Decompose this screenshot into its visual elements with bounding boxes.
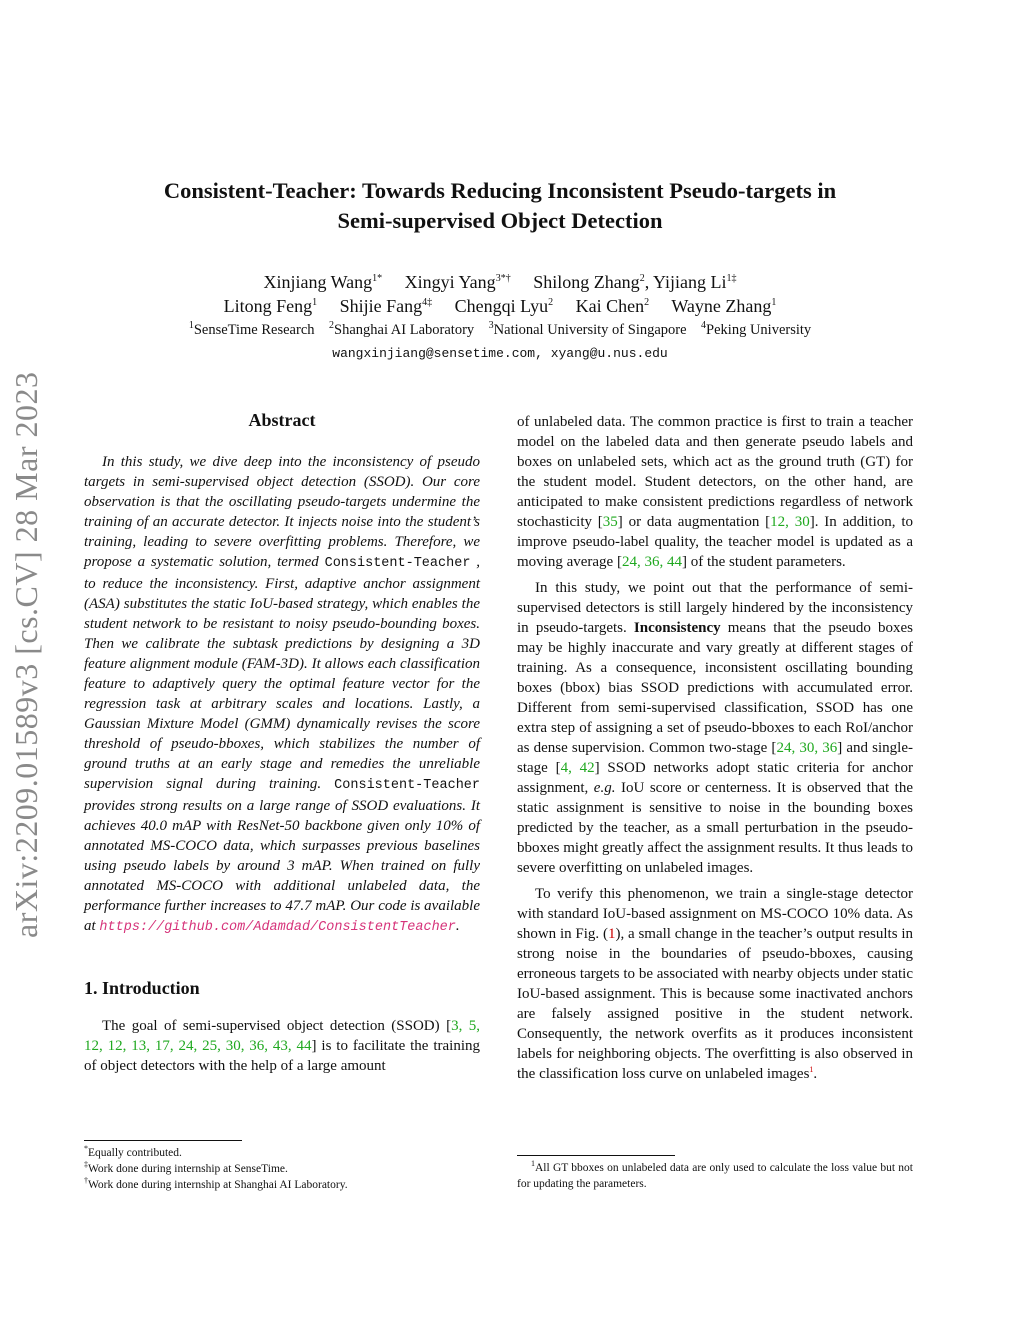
abstract-part: , to reduce the inconsistency. First, adaptive anchor assignment (ASA) substitutes the static IoU-based strategy, which enables the student network to be resistant to noisy pseudo-bounding boxes. Then we calibrate the subtask predictions by designing a 3D feature alignment module (FAM-3D). It allows each classification feature to adaptively query the optimal feature vector for the regression task at arbitrary scales and locations. Lastly, a Gaussian Mixture Model (GMM) dynamically revises the score threshold of pseudo-bboxes, which stabilizes the number of ground truths at an early stage and remedies the unreliable supervision signal during training. [84,554,480,792]
footnote-separator [517,1155,675,1156]
intro-paragraph-1-start [84,1016,480,1076]
intro-text: ] or data augmentation [ [617,514,771,530]
author-affiliation-mark: 4‡ [422,297,433,308]
intro-paragraph-1-continued [517,412,913,572]
figure-reference-link[interactable]: 1 [607,926,616,942]
citation-link[interactable]: 4, 42 [560,760,595,776]
italic-abbrev: e.g. [593,780,616,796]
intro-text: The goal of semi-supervised object detection (SSOD) [ [102,1018,452,1034]
intro-text: ] of the student parameters. [681,554,846,570]
author-name: Shijie Fang [339,296,423,316]
intro-paragraph-3 [517,884,913,1084]
footnote-mark: * [84,1144,88,1154]
footnote-text: Equally contributed. [88,1147,182,1159]
author-affiliation-mark: 2 [639,273,645,284]
intro-text: To verify this phenomenon, we train a single-stage detector with standard IoU-based assignment on MS-COCO 10% data. As shown in Fig. ( [517,886,913,942]
author-name: Yijiang Li [653,272,727,292]
affiliation-mark: 4 [701,320,707,332]
title-line-2: Semi-supervised Object Detection [337,208,663,233]
abstract-part: . [455,918,460,934]
author-affiliation-mark: 3*† [495,273,511,284]
paper-title [0,176,1000,236]
author-line-2 [0,294,1000,318]
intro-text: means that the pseudo boxes may be highly inaccurate and vary greatly at different stages of training. As a consequence, inconsistent oscillating bounding boxes (bbox) bias SSOD predictions with accumulated error. Different from semi-supervised classification, SSOD has one extra step of assigning a set of pseudo-bboxes to each RoI/anchor as dense supervision. Common two-stage [ [517,620,913,756]
intro-text: ] and single-stage [ [517,740,914,776]
author-affiliation-mark: 1* [372,273,383,284]
method-name: Consistent-Teacher [334,778,480,793]
footnotes-left [84,1145,480,1193]
intro-text: ), a small change in the teacher’s output results in strong noise in the boundaries of pseudo-bboxes, causing erroneous targets to be associated with nearby objects under static IoU-based assignment. This is because some inactivated anchors are falsely assigned positive in the student network. Consequently, the network overfits as it produces inconsistent labels for neighboring objects. The overfitting is also observed in the classification loss curve on unlabeled images [517,926,914,1082]
introduction-heading: 1. Introduction [84,978,200,998]
author-name: Xingyi Yang [404,272,496,292]
affiliation-name: Shanghai AI Laboratory [334,322,475,338]
abstract-text [84,452,480,938]
footnote [84,1145,480,1161]
citation-link[interactable]: 12, 30 [770,514,810,530]
author-affiliation-mark: 2 [644,297,650,308]
footnote-mark: † [84,1176,88,1186]
footnote-text: Work done during internship at SenseTime. [88,1163,288,1175]
intro-text: IoU score or centerness. It is observed that the static assignment is sensitive to noise in the bounding boxes predicted by the teacher, as a small perturbation in the pseudo-bboxes might greatly affect the assignment results. It thus leads to severe overfitting on unlabeled images. [517,780,914,876]
author-affiliation-mark: 1 [312,297,318,308]
author-affiliation-mark: 1‡ [726,273,737,284]
intro-text: ]. In addition, to improve pseudo-label quality, the teacher model is updated as a moving average [ [517,514,913,570]
author-line-1: Xinjiang Wang$^{1*}$ Xingyi Yang$^{3*\dagger}$ Shilong Zhang$^2$, Yijiang $Li^{1\ddagger}$ [263,272,737,292]
intro-text-continued: of unlabeled data. The common practice is first to train a teacher model on the labeled data and then generate pseudo labels and boxes on unlabeled sets, which act as the ground truth (GT) for the student model. Student detectors, on the other hand, are anticipated to make consistent predictions regardless of network stochasticity [ [517,414,913,530]
arxiv-identifier-stamp[interactable]: arXiv:2209.01589v3 [cs.CV] 28 Mar 2023 [8,371,44,938]
affiliation-mark: 1 [188,320,194,332]
abstract-part: provides strong results on a large range of SSOD evaluations. It achieves 40.0 mAP with ResNet-50 backbone given only 10% of annotated MS-COCO data, which surpasses previous baselines using pseudo labels by around 3 mAP. When trained on fully annotated MS-COCO with additional unlabeled data, the performance further increases to 47.7 mAP. Our code is available at [84,798,480,934]
affiliation-mark: 2 [329,320,335,332]
intro-text: . [813,1066,818,1082]
contact-emails: wangxinjiang@sensetime.com, xyang@u.nus.edu [332,346,668,361]
abstract-part: In this study, we dive deep into the inconsistency of pseudo targets in semi-supervised object detection (SSOD). Our core observation is that the oscillating pseudo-targets undermine the training of an accurate detector. It injects noise into the student’s training, leading to severe overfitting problems. Therefore, we propose a systematic solution, termed [84,454,480,570]
right-column [517,412,913,1084]
author-name: Xinjiang Wang [263,272,373,292]
affiliation-mark: 3 [488,320,494,332]
code-repository-link[interactable]: https://github.com/Adamdad/ConsistentTeacher [99,920,456,935]
affiliations [0,322,1000,339]
author-name: Chengqi Lyu [454,296,549,316]
citation-links[interactable]: 3, 5, 12, 12, 13, 17, 24, 25, 30, 36, 43, 44 [84,1018,480,1054]
bold-term: Inconsistency [633,620,721,636]
affiliation-name: SenseTime Research [193,322,315,338]
author-name: Wayne Zhang [671,296,772,316]
footnote-right [517,1160,913,1192]
citation-link[interactable]: 24, 36, 44 [621,554,682,570]
footnote-separator [84,1140,242,1141]
title-line-1: Consistent-Teacher: Towards Reducing Inconsistent Pseudo-targets in [163,178,837,203]
footnote-reference-link[interactable]: 1 [809,1065,814,1074]
left-column [84,410,480,1076]
intro-paragraph-2 [517,578,913,878]
author-affiliation-mark: 2 [548,297,554,308]
intro-text-split: ] is to facilitate the training of object detectors with the help of a large amount [84,1038,480,1074]
citation-link[interactable]: 24, 30, 36 [776,740,838,756]
intro-text: ] SSOD networks adopt static criteria for anchor assignment, [517,760,913,796]
footnote-text: Work done during internship at Shanghai AI Laboratory. [88,1179,348,1191]
author-name: Shilong Zhang [533,272,640,292]
method-name: Consistent-Teacher [324,556,471,571]
author-list [0,270,1000,318]
intro-text: In this study, we point out that the performance of semi-supervised detectors is still largely hindered by the inconsistency in pseudo-targets. [517,580,913,636]
footnote [84,1161,480,1177]
footnote [84,1177,480,1193]
footnote-text: All GT bboxes on unlabeled data are only used to calculate the loss value but not for updating the parameters. [517,1162,913,1190]
footnote-mark: 1 [531,1159,535,1169]
abstract-heading: Abstract [248,410,316,430]
citation-link[interactable]: 35 [602,514,618,530]
affiliation-name: Peking University [706,322,812,338]
footnote-mark: ‡ [84,1160,88,1170]
affiliation-name: National University of Singapore [493,322,687,338]
author-name: Kai Chen [575,296,645,316]
author-name: Litong Feng [223,296,313,316]
author-affiliation-mark: 1 [771,297,777,308]
